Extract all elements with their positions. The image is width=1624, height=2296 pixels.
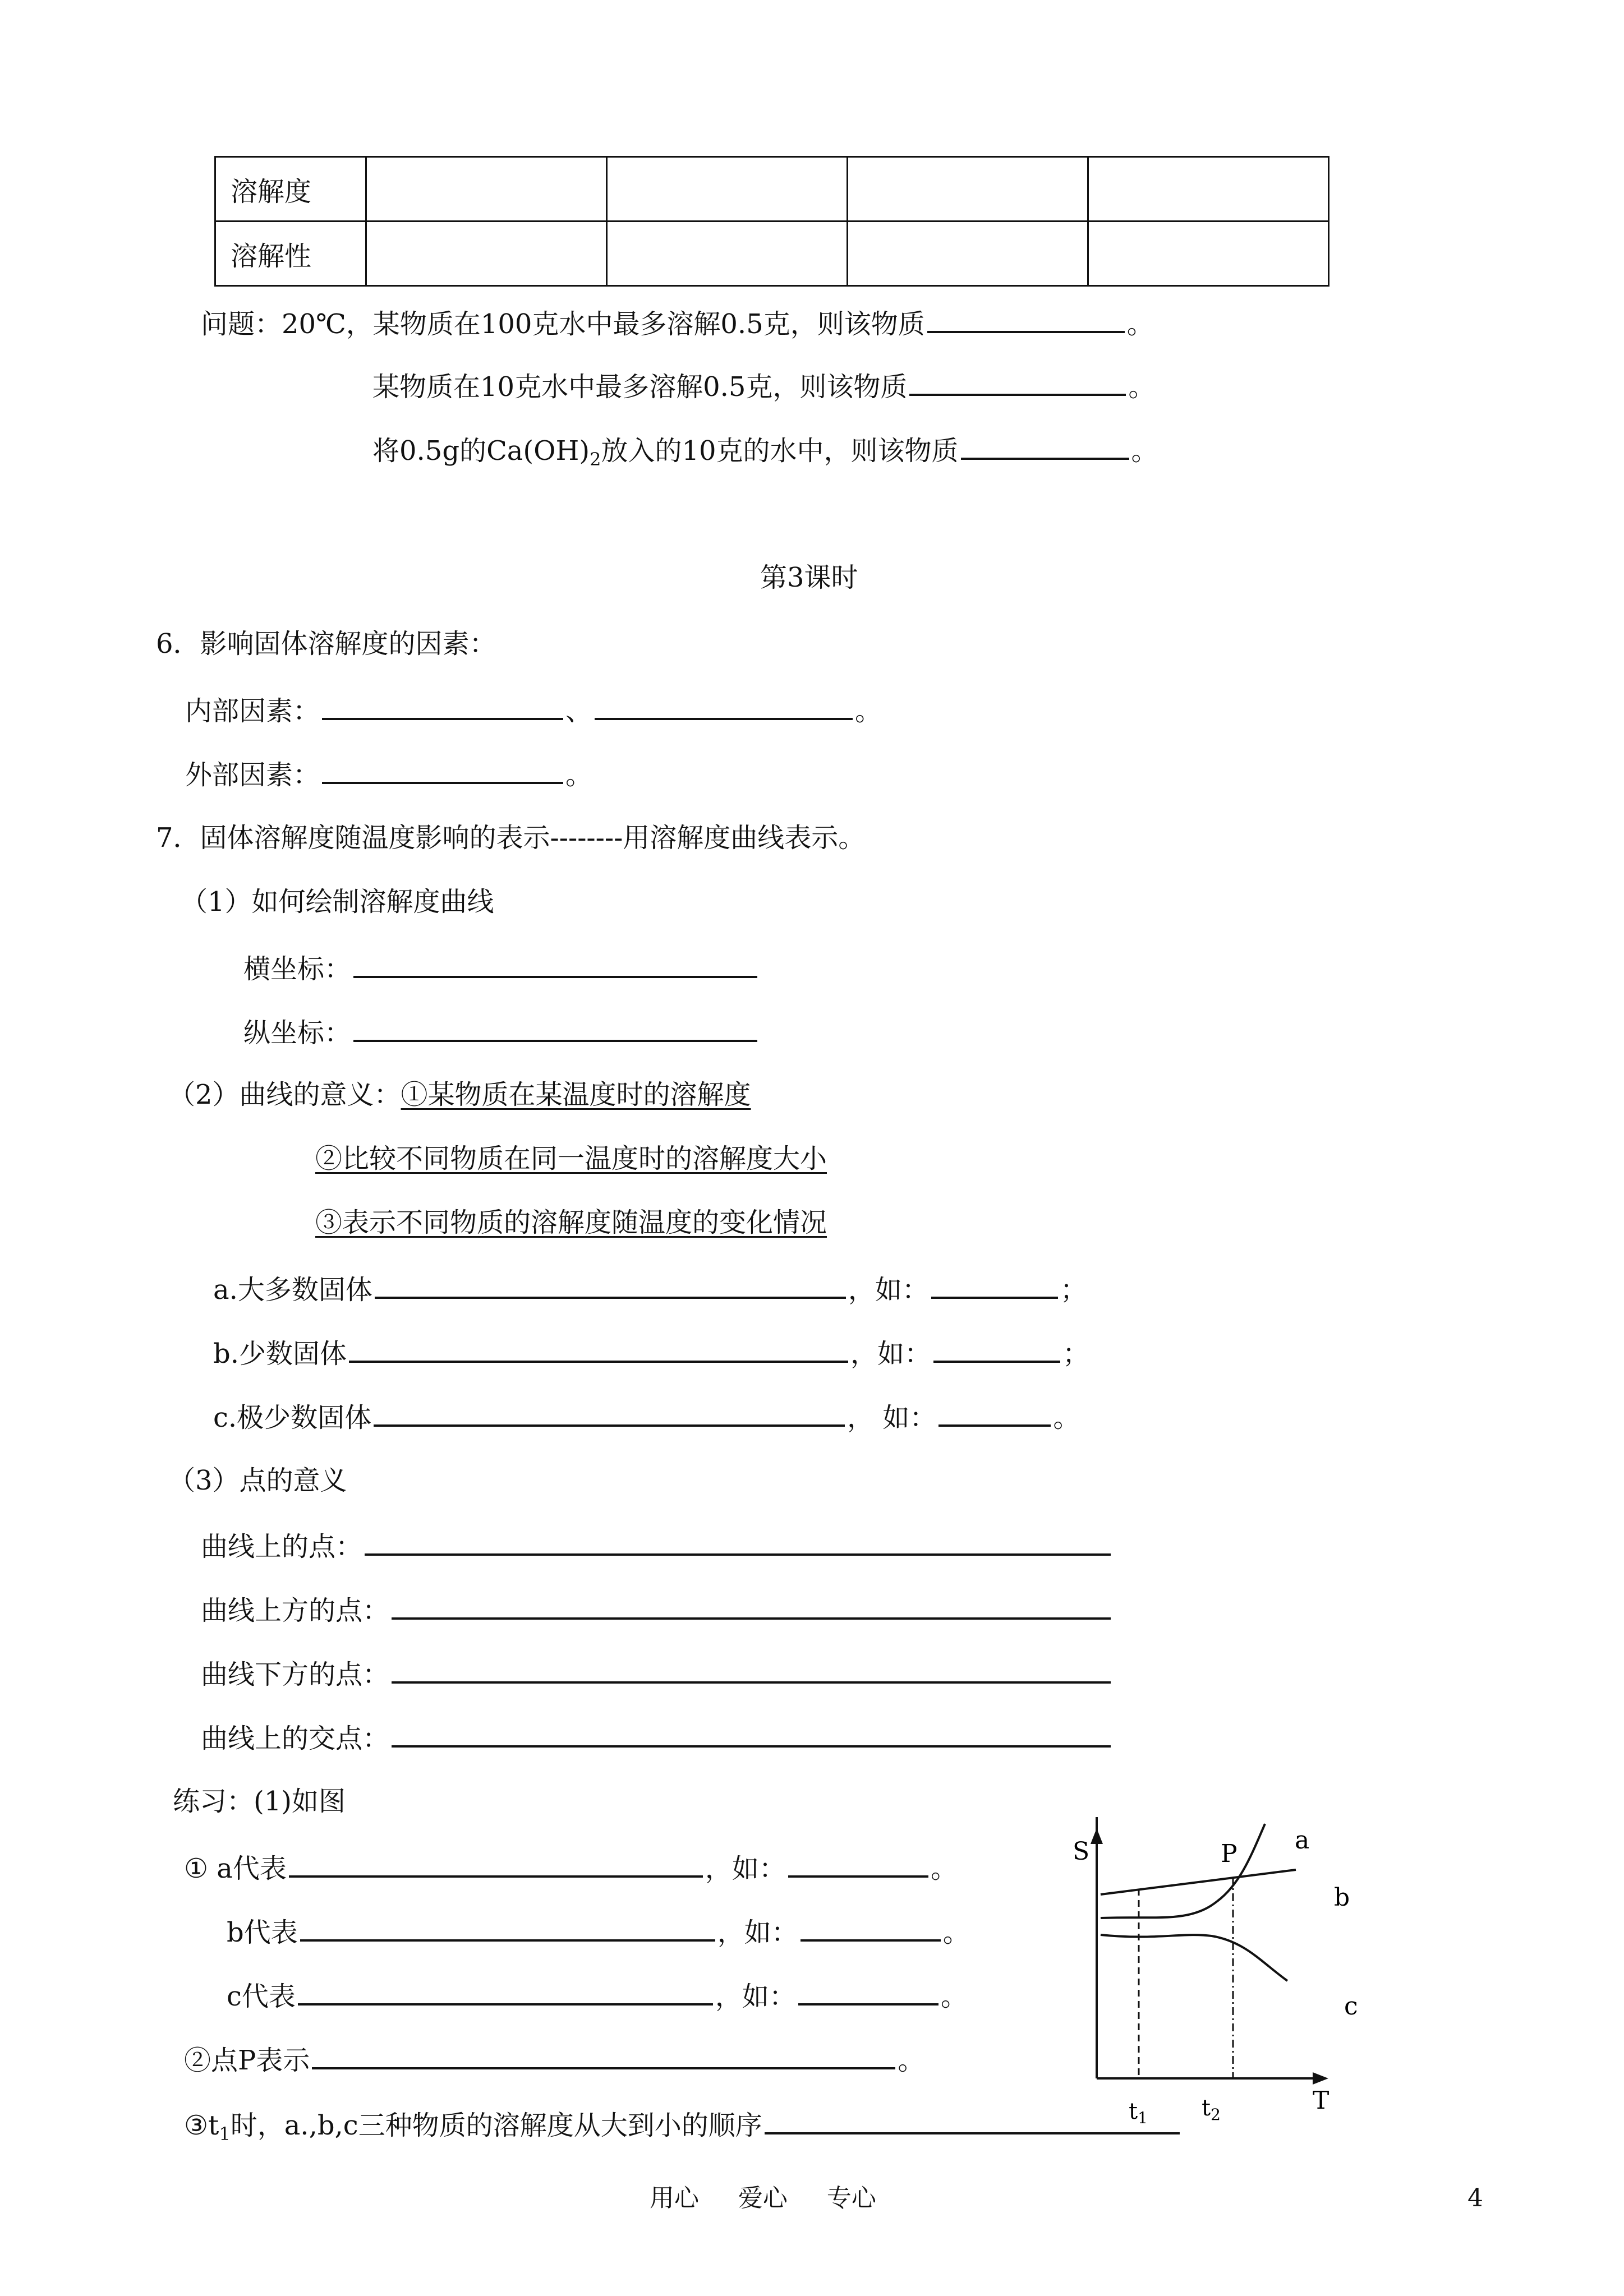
practice-p-line: ②点P表示 。 (184, 2045, 925, 2076)
curve-a (1101, 1824, 1265, 1918)
answer-blank[interactable] (312, 2045, 895, 2069)
section-6-title: 6．影响固体溶解度的因素： (156, 628, 496, 660)
point-above-curve-line: 曲线上方的点： (201, 1595, 1113, 1624)
table-cell (1088, 157, 1329, 222)
question-1: （1）如何绘制溶解度曲线 (181, 886, 494, 918)
point-on-curve-line: 曲线上的点： (201, 1531, 1113, 1560)
table-row-label: 溶解性 (215, 222, 366, 286)
curve-a-label: a (1295, 1826, 1310, 1855)
practice-c-line: c代表 ，如： 。 (227, 1981, 968, 2012)
answer-blank[interactable] (365, 1531, 1111, 1556)
answer-blank[interactable] (938, 1402, 1051, 1427)
answer-blank[interactable] (392, 1595, 1111, 1620)
practice-t1-line: $③t_1$时，a.,b,c三种物质的溶解度从大到小的顺序 (184, 2110, 1182, 2143)
y-axis-line: 纵坐标： (243, 1017, 760, 1046)
answer-blank[interactable] (933, 1338, 1060, 1363)
most-solids-line: a.大多数固体 ，如： ； (213, 1274, 1087, 1306)
y-axis-label: S (1073, 1837, 1090, 1866)
answer-blank[interactable] (353, 1017, 757, 1042)
question-line-1: 问题：20℃，某物质在100克水中最多溶解0.5克，则该物质 。 (201, 308, 1154, 340)
very-few-solids-line: c.极少数固体 ， 如： 。 (213, 1402, 1080, 1433)
table-row (215, 222, 1329, 286)
practice-b-line: b代表 ，如： 。 (227, 1917, 970, 1948)
meaning-2: ②比较不同物质在同一温度时的溶解度大小 (315, 1143, 827, 1174)
x-axis-label: T (1313, 2086, 1329, 2115)
table-row-label: 溶解度 (215, 157, 366, 222)
table-cell (366, 157, 607, 222)
answer-blank[interactable] (375, 1274, 846, 1299)
table-cell (607, 222, 848, 286)
practice-title: 练习：(1)如图 (173, 1786, 346, 1817)
answer-blank[interactable] (298, 1981, 713, 2005)
answer-blank[interactable] (353, 953, 757, 978)
intersection-point-line: 曲线上的交点： (201, 1723, 1113, 1752)
solubility-curve-figure (1055, 1817, 1391, 2131)
answer-blank[interactable] (349, 1338, 848, 1363)
table-row (215, 157, 1329, 222)
external-factors-line: 外部因素： 。 (185, 759, 593, 791)
answer-blank[interactable] (374, 1402, 845, 1427)
t2-label: $t_2$ (1202, 2095, 1221, 2124)
table-cell (366, 222, 607, 286)
x-axis-arrow (1313, 2072, 1328, 2085)
answer-blank[interactable] (595, 695, 853, 720)
answer-blank[interactable] (931, 1274, 1058, 1299)
table-cell (848, 222, 1088, 286)
x-axis-line: 横坐标： (243, 953, 760, 983)
answer-blank[interactable] (300, 1917, 715, 1942)
t1-label: $t_1$ (1129, 2099, 1148, 2127)
table-cell (607, 157, 848, 222)
curve-c-label: c (1344, 1992, 1358, 2021)
curve-b-label: b (1334, 1883, 1350, 1912)
question-line-3: 将0.5g的$Ca(OH)_2$放入的10克的水中，则该物质 。 (372, 435, 1158, 470)
answer-blank[interactable] (801, 1917, 941, 1942)
table-cell (848, 157, 1088, 222)
answer-blank[interactable] (289, 1853, 703, 1878)
point-below-curve-line: 曲线下方的点： (201, 1659, 1113, 1688)
answer-blank[interactable] (909, 371, 1126, 396)
question-line-2: 某物质在10克水中最多溶解0.5克，则该物质 。 (372, 371, 1156, 403)
curve-c (1101, 1935, 1287, 1981)
question-3: （3）点的意义 (168, 1465, 347, 1496)
answer-blank[interactable] (788, 1853, 928, 1878)
answer-blank[interactable] (927, 308, 1125, 333)
answer-blank[interactable] (322, 695, 563, 720)
few-solids-line: b.少数固体 ，如： ； (213, 1338, 1090, 1370)
footer-slogan: 用心 爱心 专心 (650, 2184, 876, 2212)
solubility-table (214, 156, 1329, 287)
answer-blank[interactable] (322, 759, 563, 784)
internal-factors-line: 内部因素： 、 。 (185, 695, 882, 727)
section-7-title: 7．固体溶解度随温度影响的表示--------用溶解度曲线表示。 (156, 822, 866, 854)
table-cell (1088, 222, 1329, 286)
lesson-title: 第3课时 (760, 562, 858, 593)
answer-blank[interactable] (961, 435, 1129, 460)
point-p-label: P (1221, 1839, 1237, 1868)
question-2: （2）曲线的意义：①某物质在某温度时的溶解度 (168, 1079, 751, 1110)
answer-blank[interactable] (392, 1659, 1111, 1684)
curve-b (1101, 1870, 1296, 1894)
page-number: 4 (1467, 2184, 1483, 2212)
answer-blank[interactable] (798, 1981, 938, 2005)
meaning-3: ③表示不同物质的溶解度随温度的变化情况 (315, 1207, 827, 1238)
practice-a-line: ① a代表 ，如： 。 (184, 1853, 958, 1884)
y-axis-arrow (1091, 1828, 1103, 1844)
answer-blank[interactable] (392, 1723, 1111, 1748)
